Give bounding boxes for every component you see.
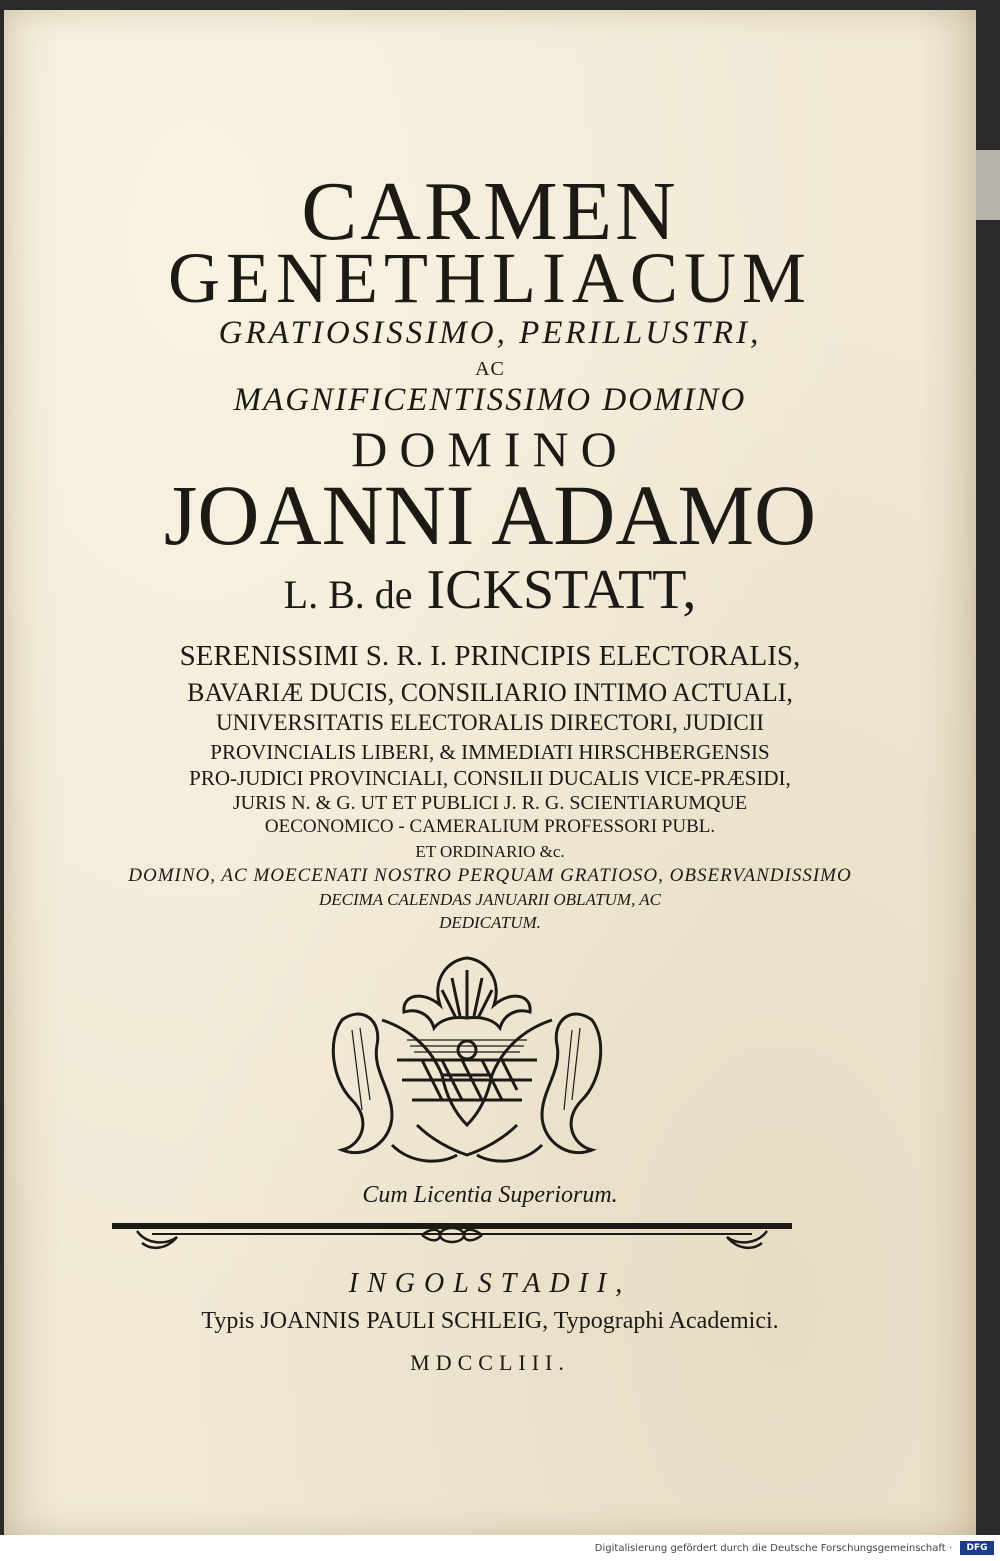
title-ickstatt: [4, 558, 976, 622]
digitization-footer: [0, 1535, 1000, 1561]
dfg-logo-icon: DFG: [960, 1541, 994, 1555]
dedication-line: DECIMA CALENDAS JANUARII OBLATUM, AC: [318, 890, 662, 909]
title-page-content: [4, 10, 976, 1535]
title-carmen: CARMEN: [301, 165, 679, 258]
title-genethliacum: GENETHLIACUM: [168, 238, 812, 318]
titles-line: PROVINCIALIS LIBERI, & IMMEDIATI HIRSCHBERGENSIS: [210, 740, 770, 764]
baroque-cartouche-ornament-icon: [322, 950, 612, 1170]
imprint-year: MDCCLIII.: [410, 1350, 570, 1375]
title-gratiosissimo: GRATIOSISSIMO, PERILLUSTRI,: [218, 315, 762, 351]
titles-line: UNIVERSITATIS ELECTORALIS DIRECTORI, JUDICII: [215, 710, 764, 735]
ornamental-rule-icon: [112, 1215, 792, 1255]
title-joanni-adamo: JOANNI ADAMO: [163, 467, 817, 563]
dedication-line: DOMINO, AC MOECENATI NOSTRO PERQUAM GRATIOSO, OBSERVANDISSIMO: [128, 865, 852, 886]
titles-line: SERENISSIMI S. R. I. PRINCIPIS ELECTORALIS,: [179, 640, 801, 672]
titles-line: BAVARIÆ DUCIS, CONSILIARIO INTIMO ACTUALI,: [187, 678, 793, 707]
titles-line: JURIS N. & G. UT ET PUBLICI J. R. G. SCIENTIARUMQUE: [232, 792, 748, 814]
titles-line: PRO-JUDICI PROVINCIALI, CONSILII DUCALIS VICE-PRÆSIDI,: [189, 766, 791, 790]
imprint-city: INGOLSTADII,: [348, 1268, 632, 1299]
dedication-line: DEDICATUM.: [439, 913, 541, 932]
title-ickstatt-name: ICKSTATT,: [426, 559, 697, 621]
title-domino: DOMINO: [351, 421, 629, 477]
titles-line: ET ORDINARIO &c.: [415, 842, 565, 861]
footer-credit: Digitalisierung gefördert durch die Deutsche Forschungsgemeinschaft ·: [594, 1543, 952, 1554]
titles-line: OECONOMICO - CAMERALIUM PROFESSORI PUBL.: [264, 816, 716, 837]
imprint-printer: Typis JOANNIS PAULI SCHLEIG, Typographi Academici.: [201, 1308, 779, 1334]
title-lb-de: L. B. de: [283, 572, 413, 617]
license-line: Cum Licentia Superiorum.: [362, 1182, 618, 1208]
title-ac: AC: [475, 358, 505, 380]
title-magnificentissimo: MAGNIFICENTISSIMO DOMINO: [233, 382, 747, 418]
title-page: [4, 10, 976, 1535]
